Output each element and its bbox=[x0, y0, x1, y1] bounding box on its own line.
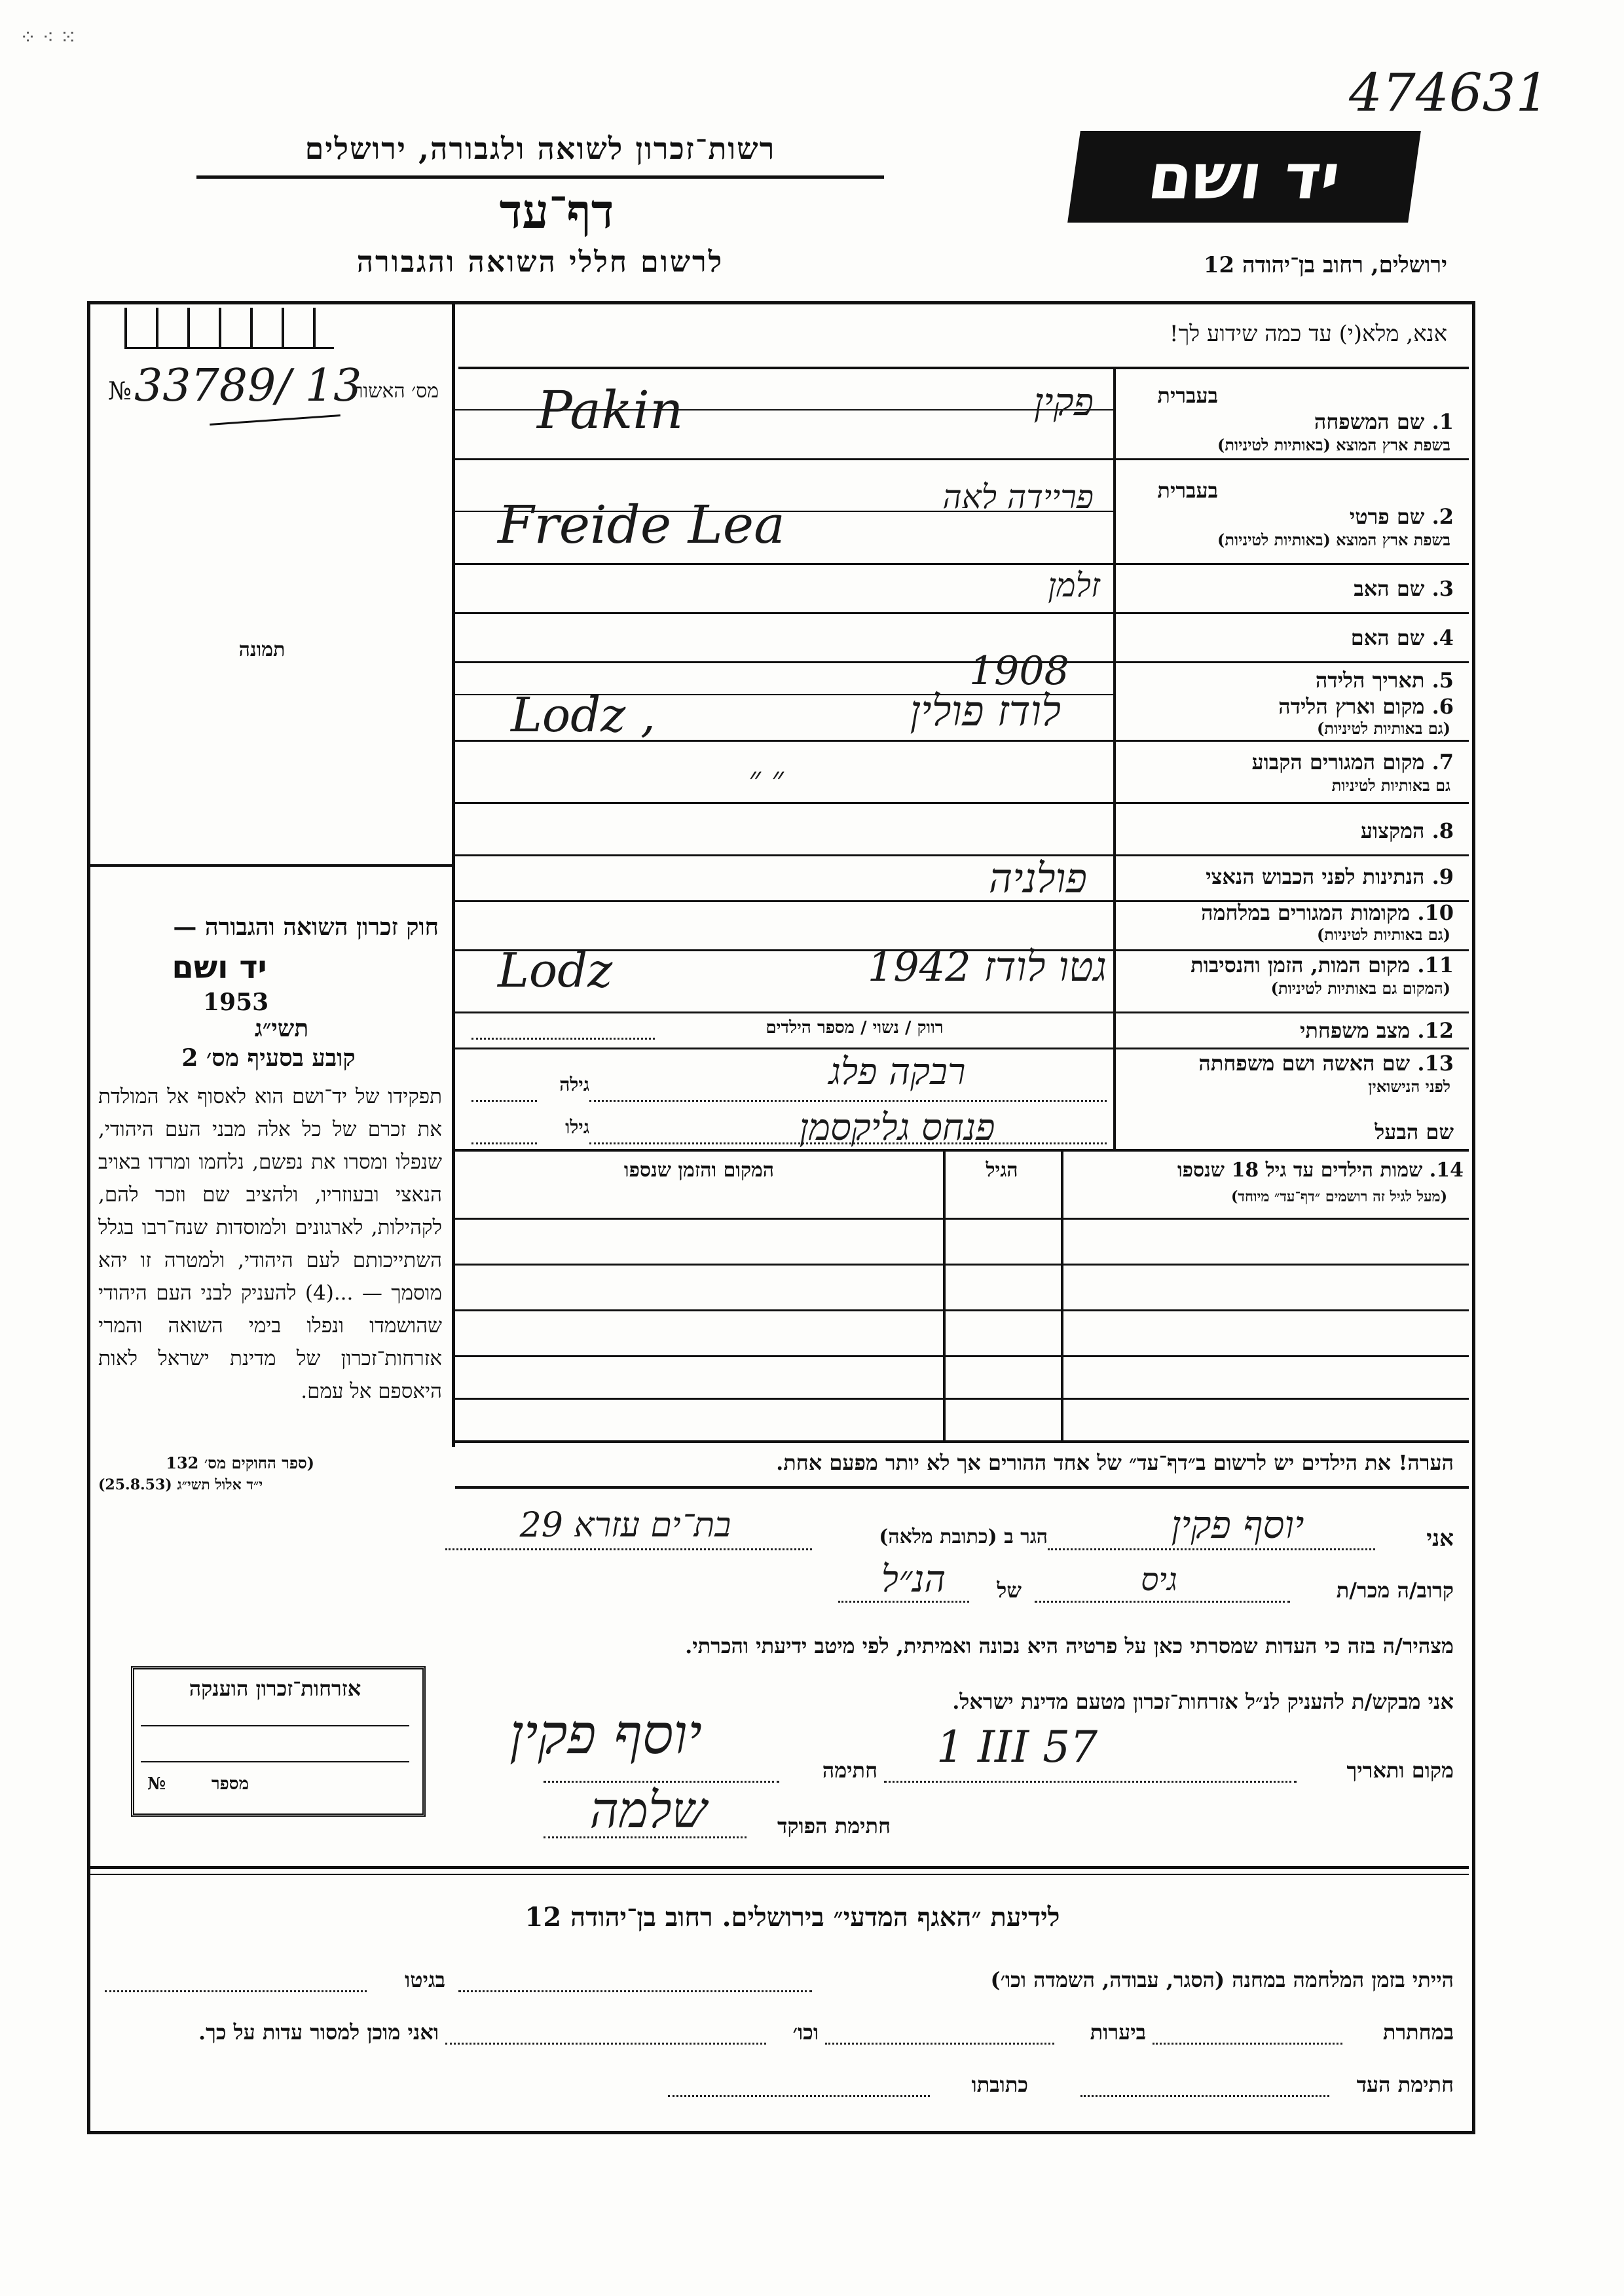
profession-label: 8. המקצוע bbox=[1360, 818, 1454, 843]
row-line-4 bbox=[455, 661, 1469, 663]
death-lat-value[interactable]: Lodz bbox=[498, 943, 613, 998]
bottom-line2-a: במחתרת bbox=[1382, 2020, 1454, 2045]
decl-address-value[interactable]: בת־ים עזרא 29 bbox=[519, 1506, 731, 1545]
label-column-divider bbox=[1113, 367, 1116, 1149]
husband-age-label: גילו bbox=[565, 1116, 589, 1138]
residence-label: 7. מקום המגורים הקבוע bbox=[1251, 750, 1454, 774]
spouse-sub: לפני הנישואין bbox=[1368, 1077, 1450, 1096]
birthdate-value[interactable]: 1908 bbox=[969, 648, 1069, 694]
authority-underline bbox=[196, 175, 884, 179]
death-label: 11. מקום המות, הזמן והנסיבות bbox=[1190, 953, 1454, 977]
bottom-line3-b-dots bbox=[668, 2095, 930, 2097]
photo-label: תמונה bbox=[238, 638, 286, 661]
birthplace-heb-value[interactable]: לודז פולין bbox=[910, 687, 1061, 736]
husband-value[interactable]: פנחס גליקסמן bbox=[799, 1106, 995, 1149]
children-note: הערה! את הילדים יש לרשום ב״דף־עד״ של אחד ההורים אך לא יותר מפעם אחת. bbox=[776, 1450, 1454, 1475]
decl-of-dots bbox=[838, 1601, 969, 1603]
stamp-box-title: אזרחות־זכרון הוענקה bbox=[189, 1676, 361, 1701]
signature-value[interactable]: יוסף פקין bbox=[509, 1702, 702, 1766]
authority-name: רשות־זכרון לשואה ולגבורה, ירושלים bbox=[304, 131, 776, 166]
father-label: 3. שם האב bbox=[1354, 576, 1454, 601]
decl-i-label: אני bbox=[1426, 1525, 1454, 1552]
birthplace-label: 6. מקום וארץ הלידה bbox=[1278, 694, 1454, 719]
place-date-dots bbox=[884, 1781, 1297, 1783]
bottom-line3-a-dots bbox=[1080, 2095, 1329, 2097]
surname-label: 1. שם המשפחה bbox=[1314, 409, 1454, 434]
place-time-col-header: המקום והזמן שנספו bbox=[623, 1159, 775, 1182]
reg-number-value: 33789/ 13 bbox=[134, 360, 362, 412]
row-line-6 bbox=[455, 802, 1469, 804]
bottom-line2-c-dots bbox=[445, 2043, 766, 2045]
nationality-label: 9. הנתינות לפני הכבוש הנאצי bbox=[1206, 864, 1454, 889]
bottom-line2-b: ביערות bbox=[1090, 2020, 1146, 2045]
decl-i-dots bbox=[1048, 1548, 1375, 1550]
in-hebrew-2: בעברית bbox=[1157, 478, 1218, 503]
bottom-line1-end-dots bbox=[105, 1990, 367, 1992]
row-line-3 bbox=[455, 612, 1469, 614]
law-year-heb: תשי״ג bbox=[254, 1015, 309, 1042]
children-row-1 bbox=[455, 1218, 1469, 1220]
children-sub: (מעל לגיל זה רושמים ״דף־עד״ מיוחד) bbox=[1230, 1188, 1447, 1205]
left-column-divider bbox=[452, 304, 455, 1447]
law-subtitle: יד ושם bbox=[172, 949, 267, 986]
officer-dots bbox=[544, 1836, 747, 1838]
bottom-line3-a: חתימת העד bbox=[1356, 2072, 1454, 2097]
warplaces-sub: (גם באותיות לטיניות) bbox=[1316, 925, 1450, 944]
decl-relative-dots bbox=[1035, 1601, 1290, 1603]
spouse-label: 13. שם האשה ושם משפחתה bbox=[1198, 1051, 1454, 1076]
law-source: (ספר החוקים מס׳ 132 bbox=[166, 1453, 314, 1472]
firstname-label: 2. שם פרטי bbox=[1349, 504, 1454, 529]
firstname-sub: בשפת ארץ המוצא (באותיות לטיניות) bbox=[1217, 530, 1450, 549]
birthdate-label: 5. תאריך הלידה bbox=[1315, 668, 1454, 693]
children-row-5 bbox=[455, 1398, 1469, 1400]
birthplace-sub: (גם באותיות לטיניות) bbox=[1316, 719, 1450, 738]
surname-heb-value[interactable]: פקין bbox=[1033, 380, 1094, 424]
bottom-line2-c: וכו׳ bbox=[792, 2020, 819, 2045]
stamp-box-number-label: מספר bbox=[211, 1774, 249, 1794]
decl-address-dots bbox=[445, 1548, 812, 1550]
place-date-value[interactable]: 1 III 57 bbox=[936, 1722, 1098, 1772]
intro-divider bbox=[458, 367, 1469, 369]
spouse-age-dots bbox=[471, 1100, 537, 1102]
firstname-heb-value[interactable]: פריידה לאה bbox=[942, 478, 1094, 516]
in-hebrew-1: בעברית bbox=[1157, 383, 1218, 408]
surname-sub: בשפת ארץ המוצא (באותיות לטיניות) bbox=[1217, 435, 1450, 454]
row-line-10 bbox=[455, 1011, 1469, 1013]
bottom-rule-2 bbox=[90, 1874, 1469, 1875]
marital-dots bbox=[471, 1038, 655, 1040]
bottom-rule bbox=[90, 1866, 1469, 1869]
bottom-line2-d: ואני מוכן למסור עדות על כך. bbox=[198, 2020, 439, 2045]
children-row-4 bbox=[455, 1355, 1469, 1357]
mother-label: 4. שם האם bbox=[1350, 625, 1454, 650]
residence-sub: גם באותיות לטיניות bbox=[1331, 776, 1450, 795]
surname-lat-value[interactable]: Pakin bbox=[537, 380, 684, 441]
decl-resides-label: הגר ב (כתובת מלאה) bbox=[879, 1525, 1048, 1548]
stamp-box-line-1 bbox=[141, 1725, 409, 1726]
row-line-11 bbox=[455, 1048, 1469, 1049]
form-subtitle: לרשום חללי השואה והגבורה bbox=[356, 246, 724, 279]
law-section: קובע בסעיף מס׳ 2 bbox=[181, 1044, 356, 1072]
bottom-line1-dots bbox=[458, 1990, 812, 1992]
row-line-12 bbox=[455, 1149, 1469, 1152]
bottom-line1-end: בגיטו bbox=[405, 1967, 445, 1992]
logo-text: יד ושם bbox=[1143, 140, 1345, 213]
stamp-box-line-2 bbox=[141, 1761, 409, 1762]
bottom-line1: הייתי בזמן המלחמה במחנה (הסגר, עבודה, השמדה וכו׳) bbox=[990, 1967, 1454, 1992]
marital-label: 12. מצב משפחתי bbox=[1300, 1018, 1454, 1043]
decl-of-label: של bbox=[997, 1578, 1022, 1603]
decl-request: אני מבקש/ת להעניק לנ״ל אזרחות־זכרון מטעם מדינת ישראל. bbox=[952, 1689, 1454, 1714]
row-line-2 bbox=[455, 563, 1469, 565]
bottom-line2-b-dots bbox=[825, 2043, 1054, 2045]
law-top-rule bbox=[90, 864, 452, 867]
law-body: תפקידו של יד־ושם הוא לאסוף אל המולדת את זכרם של כל אלה מבני העם היהודי, שנפלו ומסרו את נפשם, נלחמו ומרדו באויב הנאצי ובעוזריו, ולהציב שם וזכר להם, לקהילות, לארגונים ולמוסדות שנח־רבו בגלל השתייכותם לעם היהודי, ולמטרה זו יהא מוסמך — ...(4) להעניק לבני העם היהודי שהושמדו ונפלו בימי השואה והמרי אזרחות־זכרון של מדינת ישראל לאות היאספם אל עמם. bbox=[98, 1085, 442, 1403]
husband-label: שם הבעל bbox=[1375, 1120, 1454, 1144]
bottom-title: לידיעת ״האגף המדעי״ בירושלים. רחוב בן־יהודה 12 bbox=[525, 1902, 1060, 1933]
husband-dots bbox=[589, 1142, 1107, 1144]
spouse-dots bbox=[589, 1100, 1107, 1102]
yad-vashem-logo bbox=[1067, 131, 1421, 223]
form-title: דף־עד bbox=[499, 183, 614, 239]
father-value[interactable]: זלמן bbox=[1048, 566, 1100, 604]
residence-value[interactable]: ״ ״ bbox=[748, 759, 784, 797]
husband-age-dots bbox=[471, 1142, 537, 1144]
signature-label: חתימה bbox=[822, 1758, 877, 1783]
death-sub: (המקום גם באותיות לטיניות) bbox=[1270, 979, 1450, 998]
decl-statement: מצהיר/ה בזה כי העדות שמסרתי כאן על פרטיה היא נכונה ואמיתית, לפי מיטב ידיעתי והכרתי. bbox=[685, 1633, 1454, 1658]
children-label: 14. שמות הילדים עד גיל 18 שנספו bbox=[1177, 1159, 1464, 1182]
children-row-2 bbox=[455, 1264, 1469, 1266]
warplaces-label: 10. מקומות המגורים במלחמה bbox=[1201, 900, 1454, 925]
corner-marks: ⁘ ⁖ ⁙ bbox=[20, 26, 77, 49]
decl-relative-label: קרוב/ה מכר/ת bbox=[1336, 1578, 1454, 1603]
children-row-6 bbox=[455, 1440, 1469, 1443]
firstname-lat-value[interactable]: Freide Lea bbox=[498, 494, 785, 555]
officer-label: חתימת הפוקד bbox=[777, 1813, 891, 1838]
law-title: חוק זכרון השואה והגבורה — bbox=[173, 913, 439, 941]
law-year-civil: 1953 bbox=[203, 989, 269, 1016]
nationality-value[interactable]: פולניה bbox=[988, 854, 1087, 902]
birthplace-lat-value[interactable]: Lodz , bbox=[511, 687, 655, 742]
note-rule bbox=[455, 1486, 1469, 1489]
stamp-box-number-prefix: № bbox=[147, 1774, 166, 1794]
children-row-3 bbox=[455, 1309, 1469, 1311]
spouse-age-label: גילה bbox=[559, 1074, 589, 1095]
decl-i-value[interactable]: יוסף פקין bbox=[1171, 1503, 1304, 1547]
bottom-line3-b: כתובתו bbox=[971, 2072, 1028, 2097]
death-heb-value[interactable]: גטו לודז 1942 bbox=[867, 943, 1107, 991]
place-date-label: מקום ותאריך bbox=[1346, 1758, 1454, 1783]
law-source-date: י״ד אלול תשי״ג (25.8.53) bbox=[98, 1476, 263, 1493]
reg-number-label: מס׳ האשור bbox=[353, 380, 439, 403]
address: ירושלים, רחוב בן־יהודה 12 bbox=[1203, 252, 1447, 278]
marital-options: רווק / נשוי / מספר הילדים bbox=[766, 1018, 944, 1038]
reg-number-prefix: № bbox=[108, 376, 132, 405]
row-line-1 bbox=[455, 458, 1469, 460]
decl-of-value[interactable]: הנ״ל bbox=[881, 1558, 946, 1601]
officer-value[interactable]: שלמה bbox=[589, 1781, 707, 1839]
archive-number: 474631 bbox=[1349, 62, 1549, 123]
decl-relative-value[interactable]: גיס bbox=[1141, 1561, 1177, 1598]
bottom-line2-a-dots bbox=[1153, 2043, 1342, 2045]
spouse-value[interactable]: רבקה פלג bbox=[828, 1051, 966, 1093]
age-col-header: הגיל bbox=[986, 1159, 1018, 1182]
intro-text: אנא, מלא(י) עד כמה שידוע לך! bbox=[1169, 321, 1447, 347]
reg-tick-marks bbox=[124, 308, 334, 349]
